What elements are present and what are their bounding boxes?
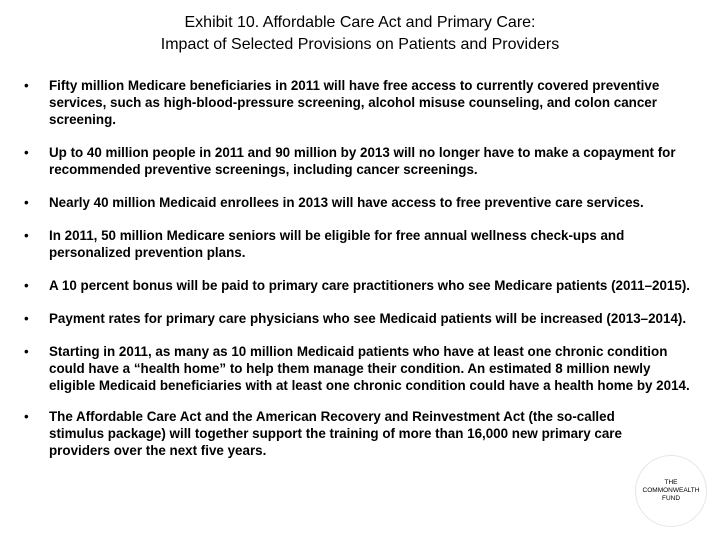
bullet-text: Starting in 2011, as many as 10 million Medicaid patients who have at least one chronic condition could have a “health home” to help them manage their condition. An estimated 8 million newly eligible Medicaid beneficiaries with at least one chronic condition could have a health home by 2014. bbox=[49, 344, 690, 393]
bullet-text: Up to 40 million people in 2011 and 90 million by 2013 will no longer have to make a copayment for recommended preventive screenings, including cancer screenings. bbox=[49, 145, 676, 177]
bullet-item-5 bbox=[24, 277, 700, 294]
bullet-icon: • bbox=[24, 228, 29, 243]
logo-line-2: COMMONWEALTH bbox=[642, 487, 700, 494]
bullet-text: Fifty million Medicare beneficiaries in 2011 will have free access to currently covered preventive services, such as high-blood-pressure screening, alcohol misuse counseling, and colon cancer screening. bbox=[49, 78, 660, 127]
bullet-item-6 bbox=[24, 310, 700, 327]
bullet-icon: • bbox=[24, 195, 29, 210]
logo-line-1: THE bbox=[664, 479, 678, 486]
bullet-text: A 10 percent bonus will be paid to primary care practitioners who see Medicare patients (2011–2015). bbox=[49, 278, 690, 293]
bullet-icon: • bbox=[24, 344, 29, 359]
bullet-item-7 bbox=[24, 343, 700, 394]
title-line-1: Exhibit 10. Affordable Care Act and Primary Care: bbox=[184, 14, 536, 31]
bullet-text: The Affordable Care Act and the American Recovery and Reinvestment Act (the so-called stimulus package) will together support the training of more than 16,000 new primary care providers over the next five years. bbox=[49, 409, 622, 458]
bullet-item-4 bbox=[24, 227, 700, 261]
bullet-icon: • bbox=[24, 278, 29, 293]
title-line-2: Impact of Selected Provisions on Patients and Providers bbox=[160, 36, 560, 53]
bullet-item-1 bbox=[24, 77, 700, 128]
logo-line-3: FUND bbox=[661, 495, 681, 502]
page-title bbox=[0, 12, 720, 56]
bullet-text: Payment rates for primary care physicians who see Medicaid patients will be increased (2013–2014). bbox=[49, 311, 687, 326]
bullet-icon: • bbox=[24, 409, 29, 424]
bullet-icon: • bbox=[24, 311, 29, 326]
bullet-item-3 bbox=[24, 194, 700, 211]
commonwealth-fund-logo bbox=[636, 456, 706, 526]
bullet-text: Nearly 40 million Medicaid enrollees in 2013 will have access to free preventive care services. bbox=[49, 195, 644, 210]
bullet-item-2 bbox=[24, 144, 700, 178]
bullet-icon: • bbox=[24, 145, 29, 160]
bullet-list bbox=[24, 77, 700, 475]
bullet-item-8 bbox=[24, 408, 700, 459]
bullet-icon: • bbox=[24, 78, 29, 93]
bullet-text: In 2011, 50 million Medicare seniors will be eligible for free annual wellness check-ups and personalized prevention plans. bbox=[49, 228, 625, 260]
